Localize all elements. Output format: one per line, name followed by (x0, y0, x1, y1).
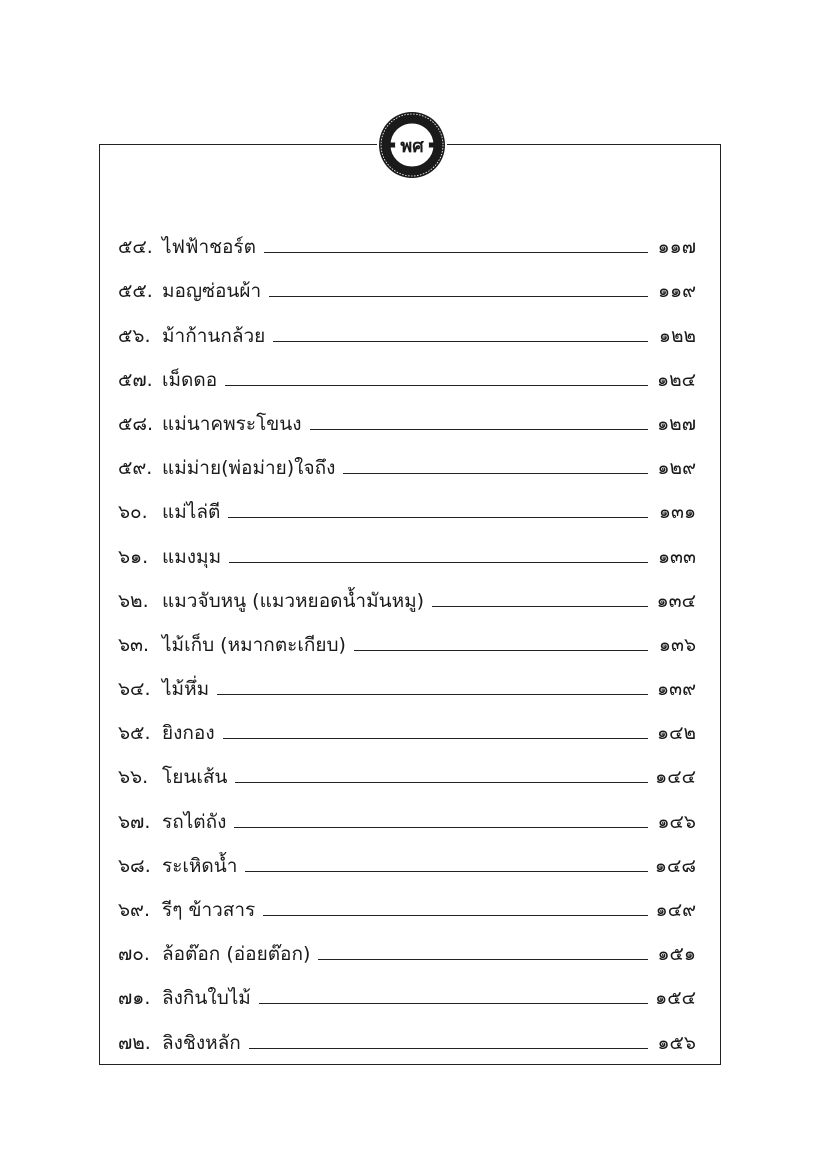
emblem-seal-icon (377, 110, 447, 180)
toc-leader-line (432, 606, 648, 607)
toc-entry-title: ไม้หึ่ม (162, 678, 210, 701)
toc-entry-title: ไม้เก็บ (หมากตะเกียบ) (162, 633, 346, 656)
toc-entry-page: ๑๓๑ (658, 501, 696, 524)
toc-entry (118, 390, 696, 434)
toc-entry-title: โยนเส้น (162, 766, 228, 789)
toc-entry-page: ๑๔๔ (655, 766, 696, 789)
toc-leader-line (229, 562, 648, 563)
toc-entry (118, 434, 696, 478)
toc-entry-title: ลิงชิงหลัก (162, 1031, 241, 1054)
toc-entry-title: แมงมุม (162, 545, 222, 568)
toc-leader-line (234, 827, 648, 828)
toc-entry (118, 213, 696, 257)
toc-entry-page: ๑๔๙ (655, 899, 696, 921)
toc-leader-line (310, 429, 648, 430)
toc-entry-number: ๗๑. (118, 987, 151, 1010)
toc-entry-number: ๖๖. (118, 766, 149, 789)
toc-leader-line (318, 959, 648, 960)
toc-leader-line (223, 738, 648, 739)
toc-entry (118, 920, 696, 964)
toc-entry-page: ๑๕๑ (657, 943, 696, 966)
toc-entry-title: แมวจับหนู (แมวหยอดน้ำมันหมู) (162, 589, 425, 612)
toc-entry-page: ๑๕๔ (655, 987, 696, 1010)
toc-entry (118, 743, 696, 787)
toc-entry-title: ยิงกอง (162, 722, 215, 745)
toc-entry-number: ๖๓. (118, 633, 150, 656)
toc-leader-line (225, 385, 648, 386)
toc-entry-page: ๑๓๖ (658, 633, 696, 656)
toc-entry-number: ๖๙. (118, 899, 151, 921)
emblem-monogram: พศ (400, 136, 424, 157)
toc-leader-line (263, 915, 648, 916)
toc-leader-line (249, 1048, 648, 1049)
toc-entry (118, 478, 696, 522)
toc-entry-title: เม็ดดอ (162, 368, 218, 391)
toc-entry (118, 301, 696, 345)
toc-entry-number: ๖๐. (118, 501, 148, 524)
toc-leader-line (354, 650, 648, 651)
table-of-contents (118, 213, 696, 1053)
toc-entry (118, 1008, 696, 1052)
toc-entry-number: ๖๕. (118, 722, 151, 745)
toc-leader-line (264, 252, 648, 253)
toc-entry-page: ๑๒๔ (657, 368, 696, 391)
toc-entry (118, 832, 696, 876)
toc-entry-page: ๑๔๖ (657, 810, 696, 833)
toc-entry-page: ๑๕๖ (657, 1031, 696, 1054)
toc-leader-line (245, 871, 648, 872)
toc-entry-number: ๖๘. (118, 854, 151, 877)
toc-entry-number: ๖๒. (118, 589, 149, 612)
toc-entry-number: ๕๕. (118, 280, 153, 303)
toc-leader-line (235, 782, 648, 783)
toc-leader-line (343, 473, 648, 474)
toc-entry (118, 787, 696, 831)
toc-leader-line (269, 296, 648, 297)
toc-entry-title: ไฟฟ้าชอร์ต (162, 236, 256, 259)
toc-entry-page: ๑๒๗ (657, 412, 696, 435)
toc-entry-title: ลิงกินใบไม้ (162, 987, 251, 1010)
toc-entry (118, 655, 696, 699)
toc-entry-title: ม้าก้านกล้วย (162, 324, 266, 347)
toc-entry (118, 699, 696, 743)
toc-entry-number: ๗๐. (118, 943, 150, 966)
toc-entry-number: ๕๔. (118, 236, 153, 259)
toc-entry (118, 522, 696, 566)
toc-leader-line (273, 341, 648, 342)
toc-entry (118, 346, 696, 390)
toc-entry-title: มอญซ่อนผ้า (162, 280, 262, 303)
toc-entry-number: ๗๒. (118, 1031, 151, 1054)
toc-entry-title: รีๆ ข้าวสาร (162, 899, 256, 921)
toc-entry-title: แม่นาคพระโขนง (162, 412, 302, 435)
toc-entry-page: ๑๔๒ (657, 722, 696, 745)
toc-entry-title: แม่ม่าย(พ่อม่าย)ใจถึง (162, 457, 336, 480)
toc-entry-title: ระเหิดน้ำ (162, 854, 238, 877)
toc-entry-number: ๕๘. (118, 412, 154, 435)
toc-entry-number: ๖๗. (118, 810, 151, 833)
toc-entry-number: ๕๙. (118, 457, 153, 480)
toc-entry (118, 257, 696, 301)
toc-entry-title: แม่ไล่ตี (162, 501, 221, 524)
toc-entry-number: ๕๗. (118, 368, 153, 391)
toc-entry-number: ๖๑. (118, 545, 149, 568)
toc-entry-page: ๑๓๓ (657, 545, 696, 568)
toc-entry (118, 964, 696, 1008)
toc-entry-page: ๑๒๙ (657, 457, 696, 480)
toc-entry (118, 876, 696, 920)
toc-entry-page: ๑๒๒ (658, 324, 696, 347)
toc-entry (118, 611, 696, 655)
toc-leader-line (259, 1003, 648, 1004)
toc-entry-page: ๑๓๙ (657, 678, 696, 701)
toc-entry-page: ๑๑๗ (657, 236, 696, 259)
toc-entry-title: ล้อต๊อก (อ่อยต๊อก) (162, 943, 311, 966)
toc-entry (118, 567, 696, 611)
toc-entry-number: ๖๔. (118, 678, 151, 701)
toc-entry-page: ๑๑๙ (657, 280, 696, 303)
toc-leader-line (228, 517, 648, 518)
toc-entry-title: รถไต่ถัง (162, 810, 227, 833)
toc-leader-line (217, 694, 648, 695)
toc-entry-page: ๑๔๘ (654, 854, 696, 877)
toc-entry-page: ๑๓๔ (656, 589, 696, 612)
toc-entry-number: ๕๖. (118, 324, 151, 347)
